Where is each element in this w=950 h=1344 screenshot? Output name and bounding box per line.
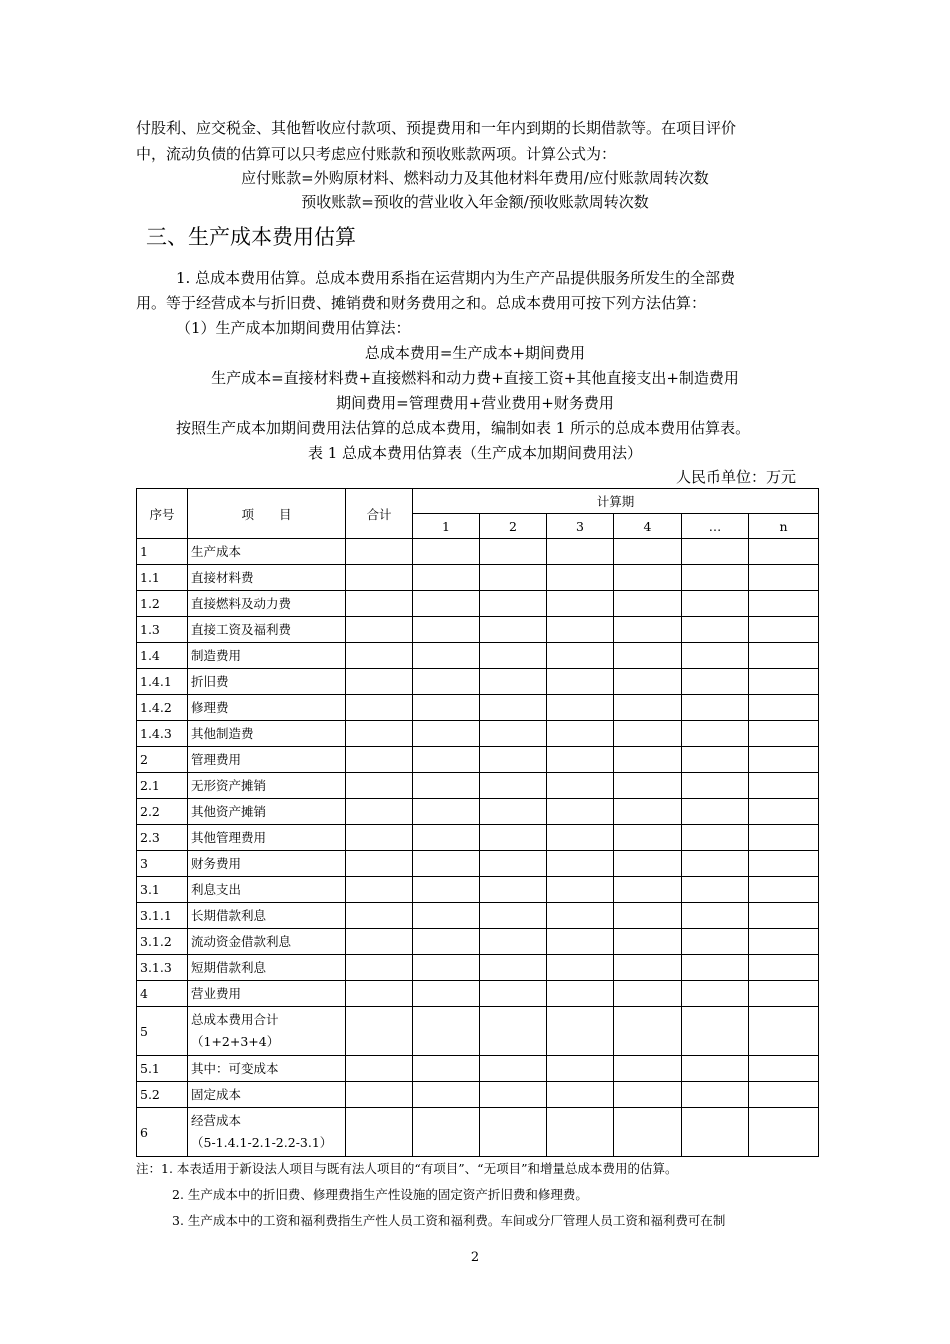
row-seq: 1.4 xyxy=(137,643,188,669)
row-item: 其他管理费用 xyxy=(188,825,346,851)
row-item: 折旧费 xyxy=(188,669,346,695)
row-seq: 5 xyxy=(137,1007,188,1056)
page-number: 2 xyxy=(470,1250,480,1265)
row-seq: 1 xyxy=(137,539,188,565)
equation-total-cost: 总成本费用=生产成本+期间费用 xyxy=(364,344,586,362)
equation-period-cost: 期间费用=管理费用+营业费用+财务费用 xyxy=(336,394,614,412)
cost-estimate-table xyxy=(136,488,819,1157)
row-seq: 3.1.1 xyxy=(137,903,188,929)
row-item: 财务费用 xyxy=(188,851,346,877)
row-seq: 3.1 xyxy=(137,877,188,903)
table-row xyxy=(137,1082,819,1108)
table-row xyxy=(137,1056,819,1082)
table-row xyxy=(137,747,819,773)
row-item: 其中：可变成本 xyxy=(188,1056,346,1082)
table-row xyxy=(137,1007,819,1056)
table-row xyxy=(137,1108,819,1157)
row-item: 固定成本 xyxy=(188,1082,346,1108)
header-period-n: n xyxy=(749,514,819,539)
row-seq: 3.1.3 xyxy=(137,955,188,981)
table-row xyxy=(137,955,819,981)
row-seq: 3.1.2 xyxy=(137,929,188,955)
row-seq: 2.2 xyxy=(137,799,188,825)
note-3: 3. 生产成本中的工资和福利费指生产性人员工资和福利费。车间或分厂管理人员工资和福利费可在制 xyxy=(172,1213,726,1228)
row-item xyxy=(188,1007,346,1056)
row-seq: 1.2 xyxy=(137,591,188,617)
row-item: 其他制造费 xyxy=(188,721,346,747)
table-row xyxy=(137,981,819,1007)
row-seq: 2.1 xyxy=(137,773,188,799)
header-period-4: 4 xyxy=(614,514,682,539)
header-period-1: 1 xyxy=(413,514,480,539)
row-seq: 1.3 xyxy=(137,617,188,643)
table-row xyxy=(137,565,819,591)
header-period-3: 3 xyxy=(547,514,614,539)
row-item: 利息支出 xyxy=(188,877,346,903)
row-seq: 2 xyxy=(137,747,188,773)
paragraph-1-line-2: 用。等于经营成本与折旧费、摊销费和财务费用之和。总成本费用可按下列方法估算： xyxy=(136,294,707,312)
row-item: 流动资金借款利息 xyxy=(188,929,346,955)
row-item: 直接材料费 xyxy=(188,565,346,591)
row-item-line-1: 经营成本 xyxy=(191,1113,242,1128)
header-seq: 序号 xyxy=(137,489,188,539)
table-caption: 表 1 总成本费用估算表（生产成本加期间费用法） xyxy=(307,444,643,462)
table-row xyxy=(137,591,819,617)
table-row xyxy=(137,851,819,877)
table-row xyxy=(137,669,819,695)
method-title: （1）生产成本加期间费用估算法： xyxy=(176,319,411,337)
table-row xyxy=(137,643,819,669)
header-total: 合计 xyxy=(346,489,413,539)
header-item: 项 目 xyxy=(188,489,346,539)
table-row xyxy=(137,799,819,825)
row-item: 无形资产摊销 xyxy=(188,773,346,799)
row-item: 管理费用 xyxy=(188,747,346,773)
row-seq: 5.1 xyxy=(137,1056,188,1082)
table-row xyxy=(137,721,819,747)
row-seq: 1.4.3 xyxy=(137,721,188,747)
header-period-ellipsis: … xyxy=(682,514,749,539)
table-row xyxy=(137,903,819,929)
table-row xyxy=(137,617,819,643)
intro-line-1: 付股利、应交税金、其他暂收应付款项、预提费用和一年内到期的长期借款等。在项目评价 xyxy=(136,119,737,137)
paragraph-2: 按照生产成本加期间费用法估算的总成本费用，编制如表 1 所示的总成本费用估算表。 xyxy=(176,419,751,437)
row-seq: 1.4.1 xyxy=(137,669,188,695)
row-item: 其他资产摊销 xyxy=(188,799,346,825)
row-seq: 6 xyxy=(137,1108,188,1157)
equation-production-cost: 生产成本=直接材料费+直接燃料和动力费+直接工资+其他直接支出+制造费用 xyxy=(211,369,739,387)
table-row xyxy=(137,877,819,903)
row-seq: 4 xyxy=(137,981,188,1007)
row-item: 生产成本 xyxy=(188,539,346,565)
row-item: 长期借款利息 xyxy=(188,903,346,929)
table-unit: 人民币单位：万元 xyxy=(676,468,797,486)
section-heading: 三、生产成本费用估算 xyxy=(146,225,356,249)
row-item-line-2: （1+2+3+4） xyxy=(191,1034,280,1049)
table-row xyxy=(137,825,819,851)
row-item-line-1: 总成本费用合计 xyxy=(191,1012,279,1027)
row-item: 营业费用 xyxy=(188,981,346,1007)
row-seq: 5.2 xyxy=(137,1082,188,1108)
note-2: 2. 生产成本中的折旧费、修理费指生产性设施的固定资产折旧费和修理费。 xyxy=(172,1187,588,1202)
row-seq: 1.1 xyxy=(137,565,188,591)
row-item: 修理费 xyxy=(188,695,346,721)
row-item xyxy=(188,1108,346,1157)
formula-receipts: 预收账款=预收的营业收入年金额/预收账款周转次数 xyxy=(301,193,649,211)
header-period-2: 2 xyxy=(480,514,547,539)
row-item: 制造费用 xyxy=(188,643,346,669)
row-seq: 2.3 xyxy=(137,825,188,851)
header-period: 计算期 xyxy=(413,489,819,514)
table-row xyxy=(137,929,819,955)
row-seq: 3 xyxy=(137,851,188,877)
table-row xyxy=(137,539,819,565)
row-item: 短期借款利息 xyxy=(188,955,346,981)
row-item: 直接燃料及动力费 xyxy=(188,591,346,617)
note-1: 注：1. 本表适用于新设法人项目与既有法人项目的“有项目”、“无项目”和增量总成本费用的估算。 xyxy=(136,1161,678,1176)
table-row xyxy=(137,695,819,721)
table-row xyxy=(137,773,819,799)
formula-payables: 应付账款=外购原材料、燃料动力及其他材料年费用/应付账款周转次数 xyxy=(241,169,709,187)
intro-line-2: 中，流动负债的估算可以只考虑应付账款和预收账款两项。计算公式为： xyxy=(136,145,617,163)
row-seq: 1.4.2 xyxy=(137,695,188,721)
row-item: 直接工资及福利费 xyxy=(188,617,346,643)
paragraph-1-line-1: 1. 总成本费用估算。总成本费用系指在运营期内为生产产品提供服务所发生的全部费 xyxy=(176,269,736,287)
row-item-line-2: （5-1.4.1-2.1-2.2-3.1） xyxy=(191,1135,333,1150)
